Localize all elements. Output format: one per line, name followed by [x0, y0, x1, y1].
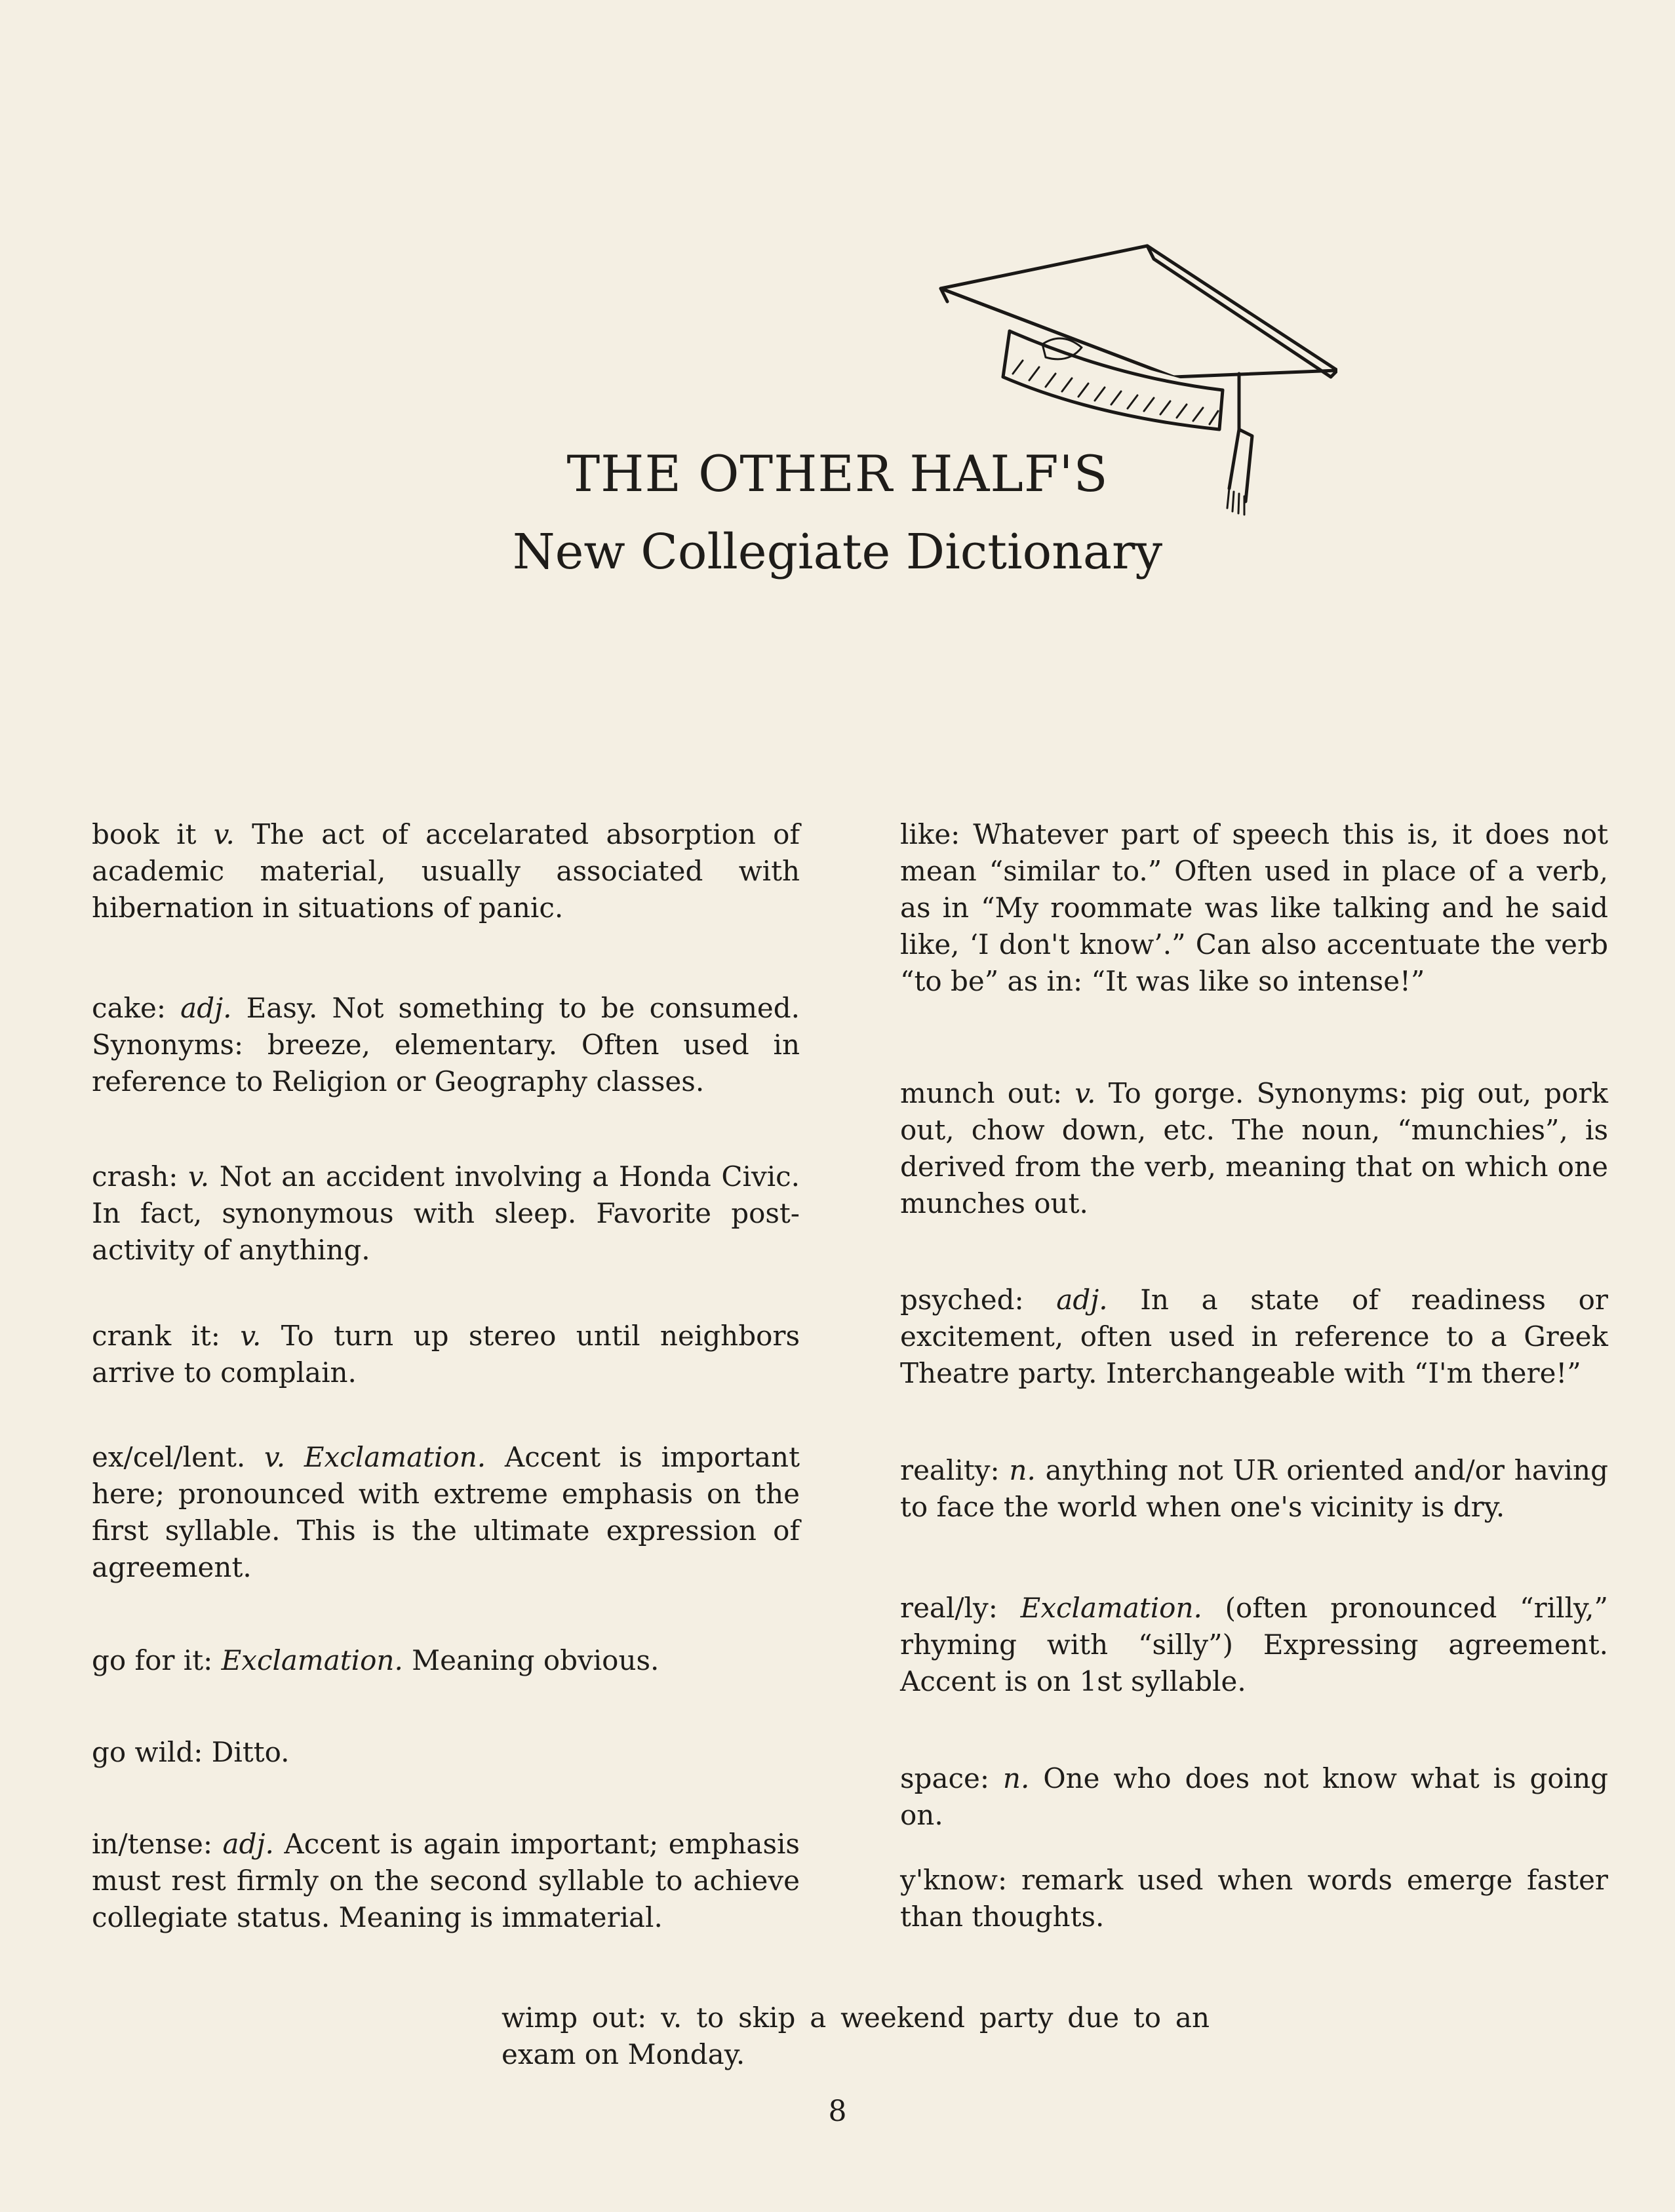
graduation-cap-icon: [931, 239, 1337, 561]
entry-reality: reality: n. anything not UR oriented and/or having to face the world when one's vicinity is dry.: [900, 1454, 1608, 1523]
entry-go-wild: go wild: Ditto.: [92, 1736, 290, 1768]
page-title: THE OTHER HALF'S: [566, 444, 1109, 503]
entry-wimp-out: wimp out: v. to skip a weekend party due to an exam on Monday.: [502, 2002, 1210, 2070]
entry-intense: in/tense: adj. Accent is again important; emphasis must rest firmly on the second syllable to achieve collegiate status. Meaning is immaterial.: [92, 1828, 800, 1933]
entry-like: like: Whatever part of speech this is, it does not mean “similar to.” Often used in place of a verb, as in “My roommate was like talking and he said like, ‘I don't know’.” Can also accentuate the verb “to be” as in: “It was like so intense!”: [900, 818, 1609, 997]
page-number: 8: [828, 2095, 847, 2128]
entry-space: space: n. One who does not know what is going on.: [900, 1762, 1609, 1831]
page-subtitle: New Collegiate Dictionary: [512, 524, 1163, 580]
entry-munch-out: munch out: v. To gorge. Synonyms: pig out, pork out, chow down, etc. The noun, “munchies”, is derived from the verb, meaning that on which one munches out.: [900, 1077, 1608, 1219]
entry-go-for-it: go for it: Exclamation. Meaning obvious.: [92, 1644, 660, 1676]
entry-crash: crash: v. Not an accident involving a Honda Civic. In fact, synonymous with sleep. Favorite post-activity of anything.: [92, 1160, 800, 1266]
entry-psyched: psyched: adj. In a state of readiness or excitement, often used in reference to a Greek Theatre party. Interchangeable with “I'm there!”: [900, 1284, 1608, 1389]
entry-cake: cake: adj. Easy. Not something to be consumed. Synonyms: breeze, elementary. Often used in reference to Religion or Geography classes.: [92, 992, 800, 1097]
entry-book-it: book it v. The act of accelarated absorption of academic material, usually associated with hibernation in situations of panic.: [92, 818, 800, 924]
entry-crank-it: crank it: v. To turn up stereo until neighbors arrive to complain.: [92, 1320, 800, 1389]
entry-excellent: ex/cel/lent. v. Exclamation. Accent is important here; pronounced with extreme emphasis on the first syllable. This is the ultimate expression of agreement.: [92, 1441, 800, 1583]
entry-really: real/ly: Exclamation. (often pronounced “rilly,” rhyming with “silly”) Expressing agreement. Accent is on 1st syllable.: [900, 1592, 1608, 1697]
entry-yknow: y'know: remark used when words emerge faster than thoughts.: [900, 1864, 1608, 1933]
